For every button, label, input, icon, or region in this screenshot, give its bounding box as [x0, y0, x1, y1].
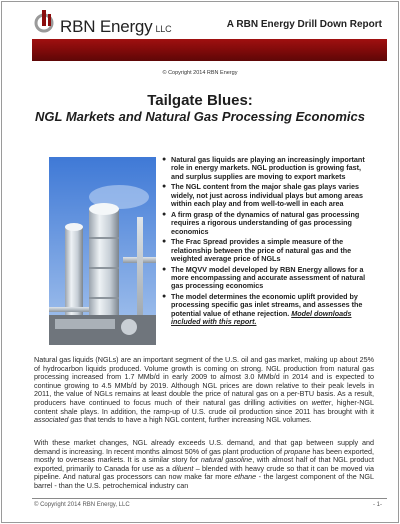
body-paragraph-2: With these market changes, NGL already exceeds U.S. demand, and that gap between supply and demand is increasing. In recent months almost 50% of gas plant production of propane has been exported, mostly to overseas markets. It is a similar story for natural gasoline, with almost half of that NGL product exported, primarily to Canada for use as a diluent – blended with heavy crude so that it can be moved via pipeline. And natural gas processors can now make far more ethane - the largest component of the NGL barrel - than the U.S. petrochemical industry can: [34, 438, 375, 490]
bullet-icon: ●: [162, 293, 167, 301]
key-point: ● The Frac Spread provides a simple measure of the relationship between the price of natural gas and the weighted average price of NGLs: [162, 237, 352, 264]
bullet-icon: ●: [162, 183, 167, 191]
header-copyright: © Copyright 2014 RBN Energy: [162, 70, 238, 76]
company-suffix: LLC: [155, 24, 172, 34]
rbn-logo: [34, 8, 184, 38]
footer-rule: [32, 498, 387, 499]
bullet-icon: ●: [162, 156, 167, 163]
key-point: ● The NGL content from the major shale gas plays varies widely, not just across individual plays but among areas within each play and from well-to-well in each area: [162, 182, 363, 209]
bullet-icon: ●: [162, 238, 167, 246]
body-paragraph-1: Natural gas liquids (NGLs) are an important segment of the U.S. oil and gas market, making up about 25% of hydrocarbon liquids produced. Volume growth is coming on strong. NGL production from natural gas processing increased from 1.7 MMb/d in early 2009 to almost 3.0 MMb/d in 2014 and is expected to continue growing to 4.5 MMb/d by 2019. Although NGL prices are down relative to their peak levels in 2011, the value of NGLs remains at least double the price of natural gas on a per-BTU basis. As a result, producers have continued to focus much of their natural gas drilling activities on wetter, higher-NGL content shale plays. In addition, the ramp-up of U.S. crude oil production since 2011 has brought with it associated gas that tends to have a high NGL content, further increasing NGL volumes.: [34, 355, 374, 425]
bullet-icon: ●: [162, 265, 167, 273]
key-point: ● Natural gas liquids are playing an increasingly important role in energy markets. NGL production is growing fast, and surplus supplies are moving to export markets: [162, 155, 365, 181]
report-label: A RBN Energy Drill Down Report: [226, 19, 382, 30]
key-point: ● The MQVV model developed by RBN Energy allows for a more encompassing and accurate assessment of natural gas processing economics: [162, 264, 366, 291]
model-downloads-link[interactable]: Model downloads included with this report.: [171, 308, 352, 327]
key-point: ● A firm grasp of the dynamics of natural gas processing requires a rigorous understanding of gas processing economics: [162, 209, 360, 236]
page-number: - 1-: [373, 502, 382, 508]
bullet-icon: ●: [162, 210, 167, 218]
header-rule: [32, 39, 387, 61]
key-point: ● The model determines the economic uplift provided by processing specific gas inlet streams, and assesses the potential value of ethane rejection. Model downloads included with this report.: [162, 292, 363, 327]
report-subtitle: NGL Markets and Natural Gas Processing Economics: [35, 109, 365, 124]
report-page: [1, 1, 399, 523]
key-points-list: [162, 156, 372, 329]
gas-plant-photo: [49, 157, 156, 345]
report-title: Tailgate Blues:: [147, 92, 253, 109]
company-name: RBN Energy LLC: [60, 17, 172, 36]
rbn-logo-icon: [34, 8, 60, 38]
footer-copyright: © Copyright 2014 RBN Energy, LLC: [34, 502, 130, 508]
